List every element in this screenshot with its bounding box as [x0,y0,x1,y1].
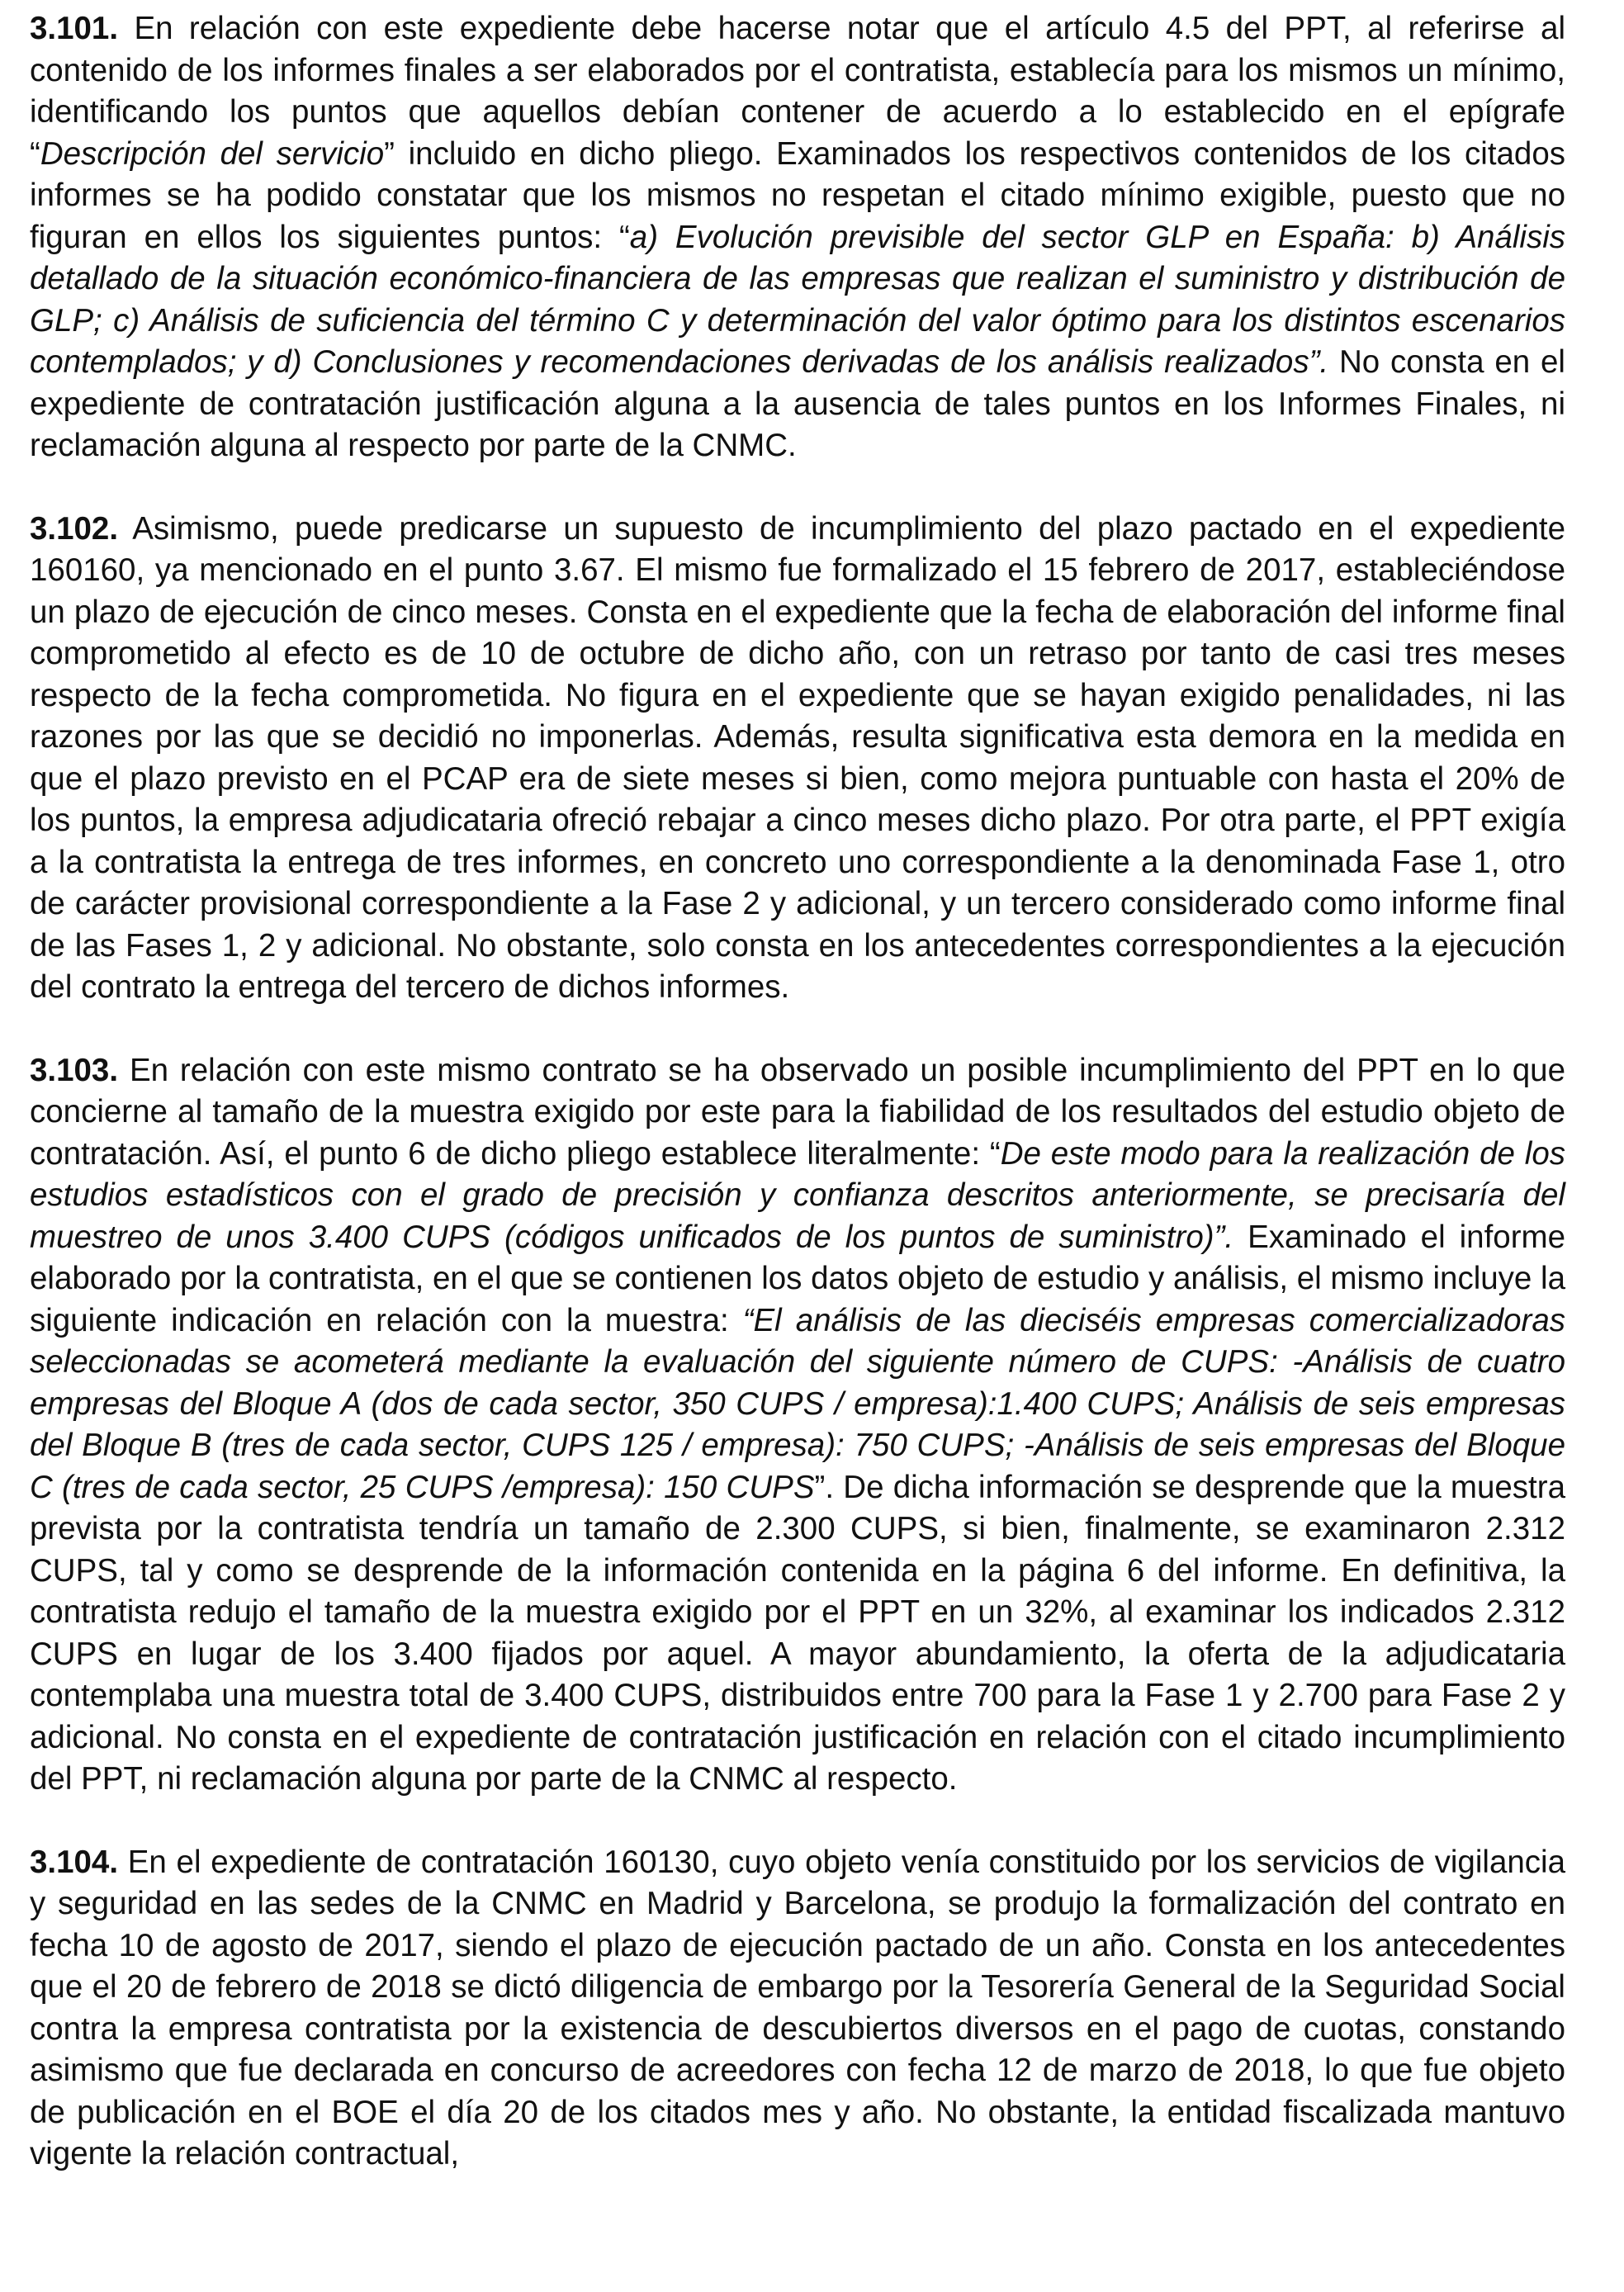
paragraph-text: Asimismo, puede predicarse un supuesto de incumplimiento del plazo pactado en el expediente 160160, ya mencionado en el punto 3.67. El mismo fue formalizado el 15 febrero de 2017, estableciéndose un plazo de ejecución de cinco meses. Consta en el expediente que la fecha de elaboración del informe final comprometido al efecto es de 10 de octubre de dicho año, con un retraso por tanto de casi tres meses respecto de la fecha comprometida. No figura en el expediente que se hayan exigido penalidades, ni las razones por las que se decidió no imponerlas. Además, resulta significativa esta demora en la medida en que el plazo previsto en el PCAP era de siete meses si bien, como mejora puntuable con hasta el 20% de los puntos, la empresa adjudicataria ofreció rebajar a cinco meses dicho plazo. Por otra parte, el PPT exigía a la contratista la entrega de tres informes, en concreto uno correspondiente a la denominada Fase 1, otro de carácter provisional correspondiente a la Fase 2 y adicional, y un tercero considerado como informe final de las Fases 1, 2 y adicional. No obstante, solo consta en los antecedentes correspondientes a la ejecución del contrato la entrega del tercero de dichos informes. [30,510,1565,1005]
paragraph-3-104 [30,1842,1565,2176]
paragraph-3-102 [30,509,1565,1009]
paragraph-number: 3.101. [30,11,119,46]
paragraph-italic-text: De este modo para la realización de los estudios estadísticos con el grado de precisión y confianza descritos anteriormente, se precisaría del muestreo de unos 3.400 CUPS (códigos unificados de los puntos de suministro)”. [30,1135,1565,1255]
document-page [30,8,1565,2217]
paragraph-text: ”. De dicha información se desprende que la muestra prevista por la contratista tendría un tamaño de 2.300 CUPS, si bien, finalmente, se examinaron 2.312 CUPS, tal y como se desprende de la información contenida en la página 6 del informe. En definitiva, la contratista redujo el tamaño de la muestra exigido por el PPT en un 32%, al examinar los indicados 2.312 CUPS en lugar de los 3.400 fijados por aquel. A mayor abundamiento, la oferta de la adjudicataria contemplaba una muestra total de 3.400 CUPS, distribuidos entre 700 para la Fase 1 y 2.700 para Fase 2 y adicional. No consta en el expediente de contratación justificación en relación con el citado incumplimiento del PPT, ni reclamación alguna por parte de la CNMC al respecto. [30,1469,1565,1797]
paragraph-italic-text: a) Evolución previsible del sector GLP en España: b) Análisis detallado de la situación económico-financiera de las empresas que realizan el suministro y distribución de GLP; c) Análisis de suficiencia del término C y determinación del valor óptimo para los distintos escenarios contemplados; y d) Conclusiones y recomendaciones derivadas de los análisis realizados”. [30,219,1565,380]
paragraph-number: 3.102. [30,510,119,547]
paragraph-3-101 [30,8,1565,467]
paragraph-3-103 [30,1050,1565,1801]
paragraph-italic-text: “El análisis de las dieciséis empresas comercializadoras seleccionadas se acometerá mediante la evaluación del siguiente número de CUPS: -Análisis de cuatro empresas del Bloque A (dos de cada sector, 350 CUPS / empresa):1.400 CUPS; Análisis de seis empresas del Bloque B (tres de cada sector, CUPS 125 / empresa): 750 CUPS; -Análisis de seis empresas del Bloque C (tres de cada sector, 25 CUPS /empresa): 150 CUPS [30,1302,1565,1505]
paragraph-italic-text: Descripción del servicio [40,135,385,172]
paragraph-text: Examinado el informe elaborado por la contratista, en el que se contienen los datos objeto de estudio y análisis, el mismo incluye la siguiente indicación en relación con la muestra: [30,1219,1565,1338]
paragraph-text: En relación con este expediente debe hacerse notar que el artículo 4.5 del PPT, al referirse al contenido de los informes finales a ser elaborados por el contratista, establecía para los mismos un mínimo, identificando los puntos que aquellos debían contener de acuerdo a lo establecido en el epígrafe “ [30,11,1565,172]
paragraph-number: 3.104. [30,1844,119,1880]
paragraph-number: 3.103. [30,1052,119,1088]
paragraph-text: En el expediente de contratación 160130, cuyo objeto venía constituido por los servicios de vigilancia y seguridad en las sedes de la CNMC en Madrid y Barcelona, se produjo la formalización del contrato en fecha 10 de agosto de 2017, siendo el plazo de ejecución pactado de un año. Consta en los antecedentes que el 20 de febrero de 2018 se dictó diligencia de embargo por la Tesorería General de la Seguridad Social contra la empresa contratista por la existencia de descubiertos diversos en el pago de cuotas, constando asimismo que fue declarada en concurso de acreedores con fecha 12 de marzo de 2018, lo que fue objeto de publicación en el BOE el día 20 de los citados mes y año. No obstante, la entidad fiscalizada mantuvo vigente la relación contractual, [30,1844,1565,2171]
paragraph-text: ” incluido en dicho pliego. Examinados los respectivos contenidos de los citados informes se ha podido constatar que los mismos no respetan el citado mínimo exigible, puesto que no figuran en ellos los siguientes puntos: “ [30,135,1565,255]
paragraph-text: No consta en el expediente de contratación justificación alguna a la ausencia de tales puntos en los Informes Finales, ni reclamación alguna al respecto por parte de la CNMC. [30,344,1565,463]
paragraph-text: En relación con este mismo contrato se ha observado un posible incumplimiento del PPT en lo que concierne al tamaño de la muestra exigido por este para la fiabilidad de los resultados del estudio objeto de contratación. Así, el punto 6 de dicho pliego establece literalmente: “ [30,1052,1565,1172]
